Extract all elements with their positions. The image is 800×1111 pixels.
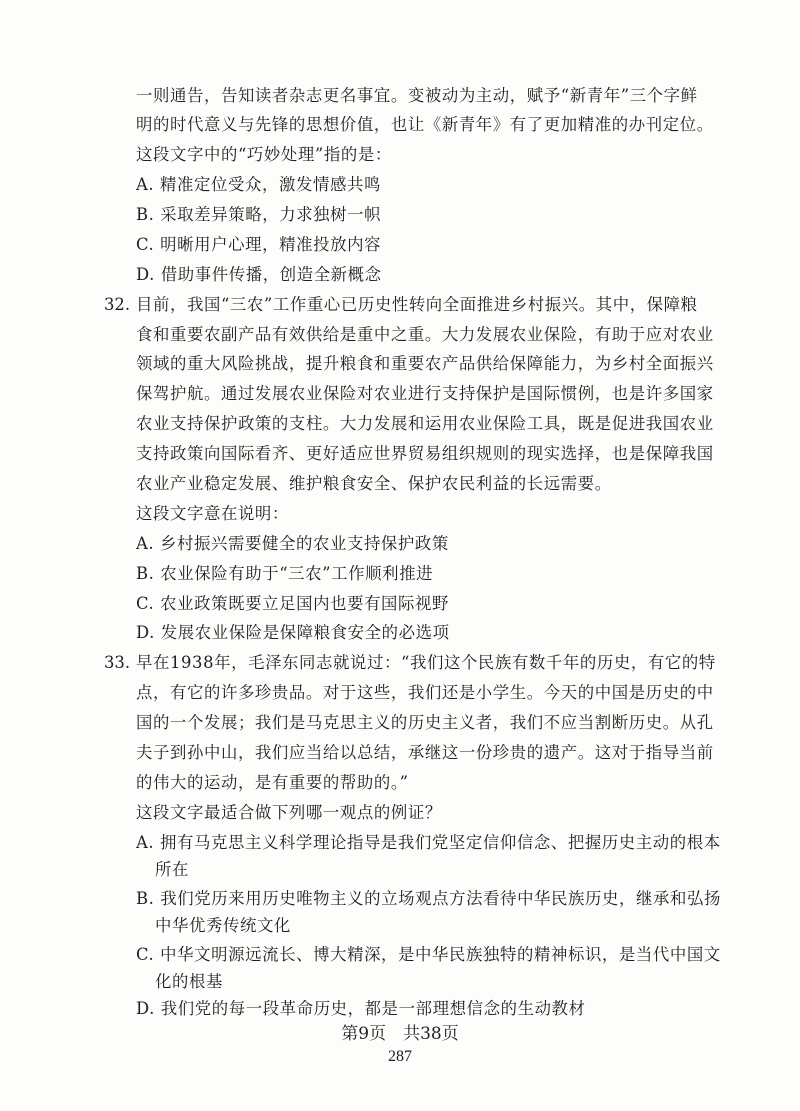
question-stem: 这段文字最适合做下列哪一观点的例证？ [136, 803, 442, 822]
passage-line: 夫子到孙中山，我们应当给以总结，承继这一份珍贵的遗产。这对于指导当前 [136, 743, 714, 762]
option-b: B. 我们党历来用历史唯物主义的立场观点方法看待中华民族历史，继承和弘扬 [136, 889, 721, 908]
option-a: A. 拥有马克思主义科学理论指导是我们党坚定信仰信念、把握历史主动的根本 [136, 833, 721, 852]
passage-line: 明的时代意义与先锋的思想价值，也让《新青年》有了更加精准的办刊定位。 [136, 115, 714, 134]
option-a-continuation: 所在 [155, 860, 189, 879]
option-c: C. 农业政策既要立足国内也要有国际视野 [136, 594, 450, 613]
option-a: A. 精准定位受众，激发情感共鸣 [136, 175, 381, 194]
passage-line: 早在1938年，毛泽东同志就说过：“我们这个民族有数千年的历史，有它的特 [136, 653, 716, 672]
passage-line: 食和重要农副产品有效供给是重中之重。大力发展农业保险，有助于应对农业 [136, 325, 714, 344]
option-d: D. 我们党的每一段革命历史，都是一部理想信念的生动教材 [136, 999, 586, 1018]
passage-line: 目前，我国“三农”工作重心已历史性转向全面推进乡村振兴。其中，保障粮 [136, 295, 698, 314]
option-c-continuation: 化的根基 [155, 972, 223, 991]
passage-line: 领域的重大风险挑战，提升粮食和重要农产品供给保障能力，为乡村全面振兴 [136, 354, 714, 373]
option-d: D. 发展农业保险是保障粮食安全的必选项 [136, 623, 450, 642]
option-c: C. 明晰用户心理，精准投放内容 [136, 235, 382, 254]
question-stem: 这段文字意在说明： [136, 504, 289, 523]
question-number: 32. [104, 295, 131, 314]
question-number: 33. [104, 653, 131, 672]
option-b-continuation: 中华优秀传统文化 [155, 916, 291, 935]
passage-line: 保驾护航。通过发展农业保险对农业进行支持保护是国际惯例，也是许多国家 [136, 384, 714, 403]
passage-line: 农业支持保护政策的支柱。大力发展和运用农业保险工具，既是促进我国农业 [136, 414, 714, 433]
option-c: C. 中华文明源远流长、博大精深，是中华民族独特的精神标识，是当代中国文 [136, 945, 721, 964]
passage-line: 一则通告，告知读者杂志更名事宜。变被动为主动，赋予“新青年”三个字鲜 [136, 86, 698, 105]
passage-line: 的伟大的运动，是有重要的帮助的。” [136, 773, 409, 792]
passage-line: 国的一个发展；我们是马克思主义的历史主义者，我们不应当割断历史。从孔 [136, 713, 714, 732]
page-info: 第9页 共38页 [341, 1024, 459, 1044]
passage-line: 点，有它的许多珍贵品。对于这些，我们还是小学生。今天的中国是历史的中 [136, 683, 714, 702]
option-b: B. 农业保险有助于“三农”工作顺利推进 [136, 564, 434, 583]
passage-line: 支持政策向国际看齐、更好适应世界贸易组织规则的现实选择，也是保障我国 [136, 444, 714, 463]
page-number: 287 [388, 1048, 412, 1065]
question-stem: 这段文字中的“巧妙处理”指的是： [136, 145, 392, 164]
passage-line: 农业产业稳定发展、维护粮食安全、保护农民利益的长远需要。 [136, 474, 612, 493]
option-d: D. 借助事件传播，创造全新概念 [136, 265, 382, 284]
option-b: B. 采取差异策略，力求独树一帜 [136, 205, 382, 224]
option-a: A. 乡村振兴需要健全的农业支持保护政策 [136, 534, 449, 553]
